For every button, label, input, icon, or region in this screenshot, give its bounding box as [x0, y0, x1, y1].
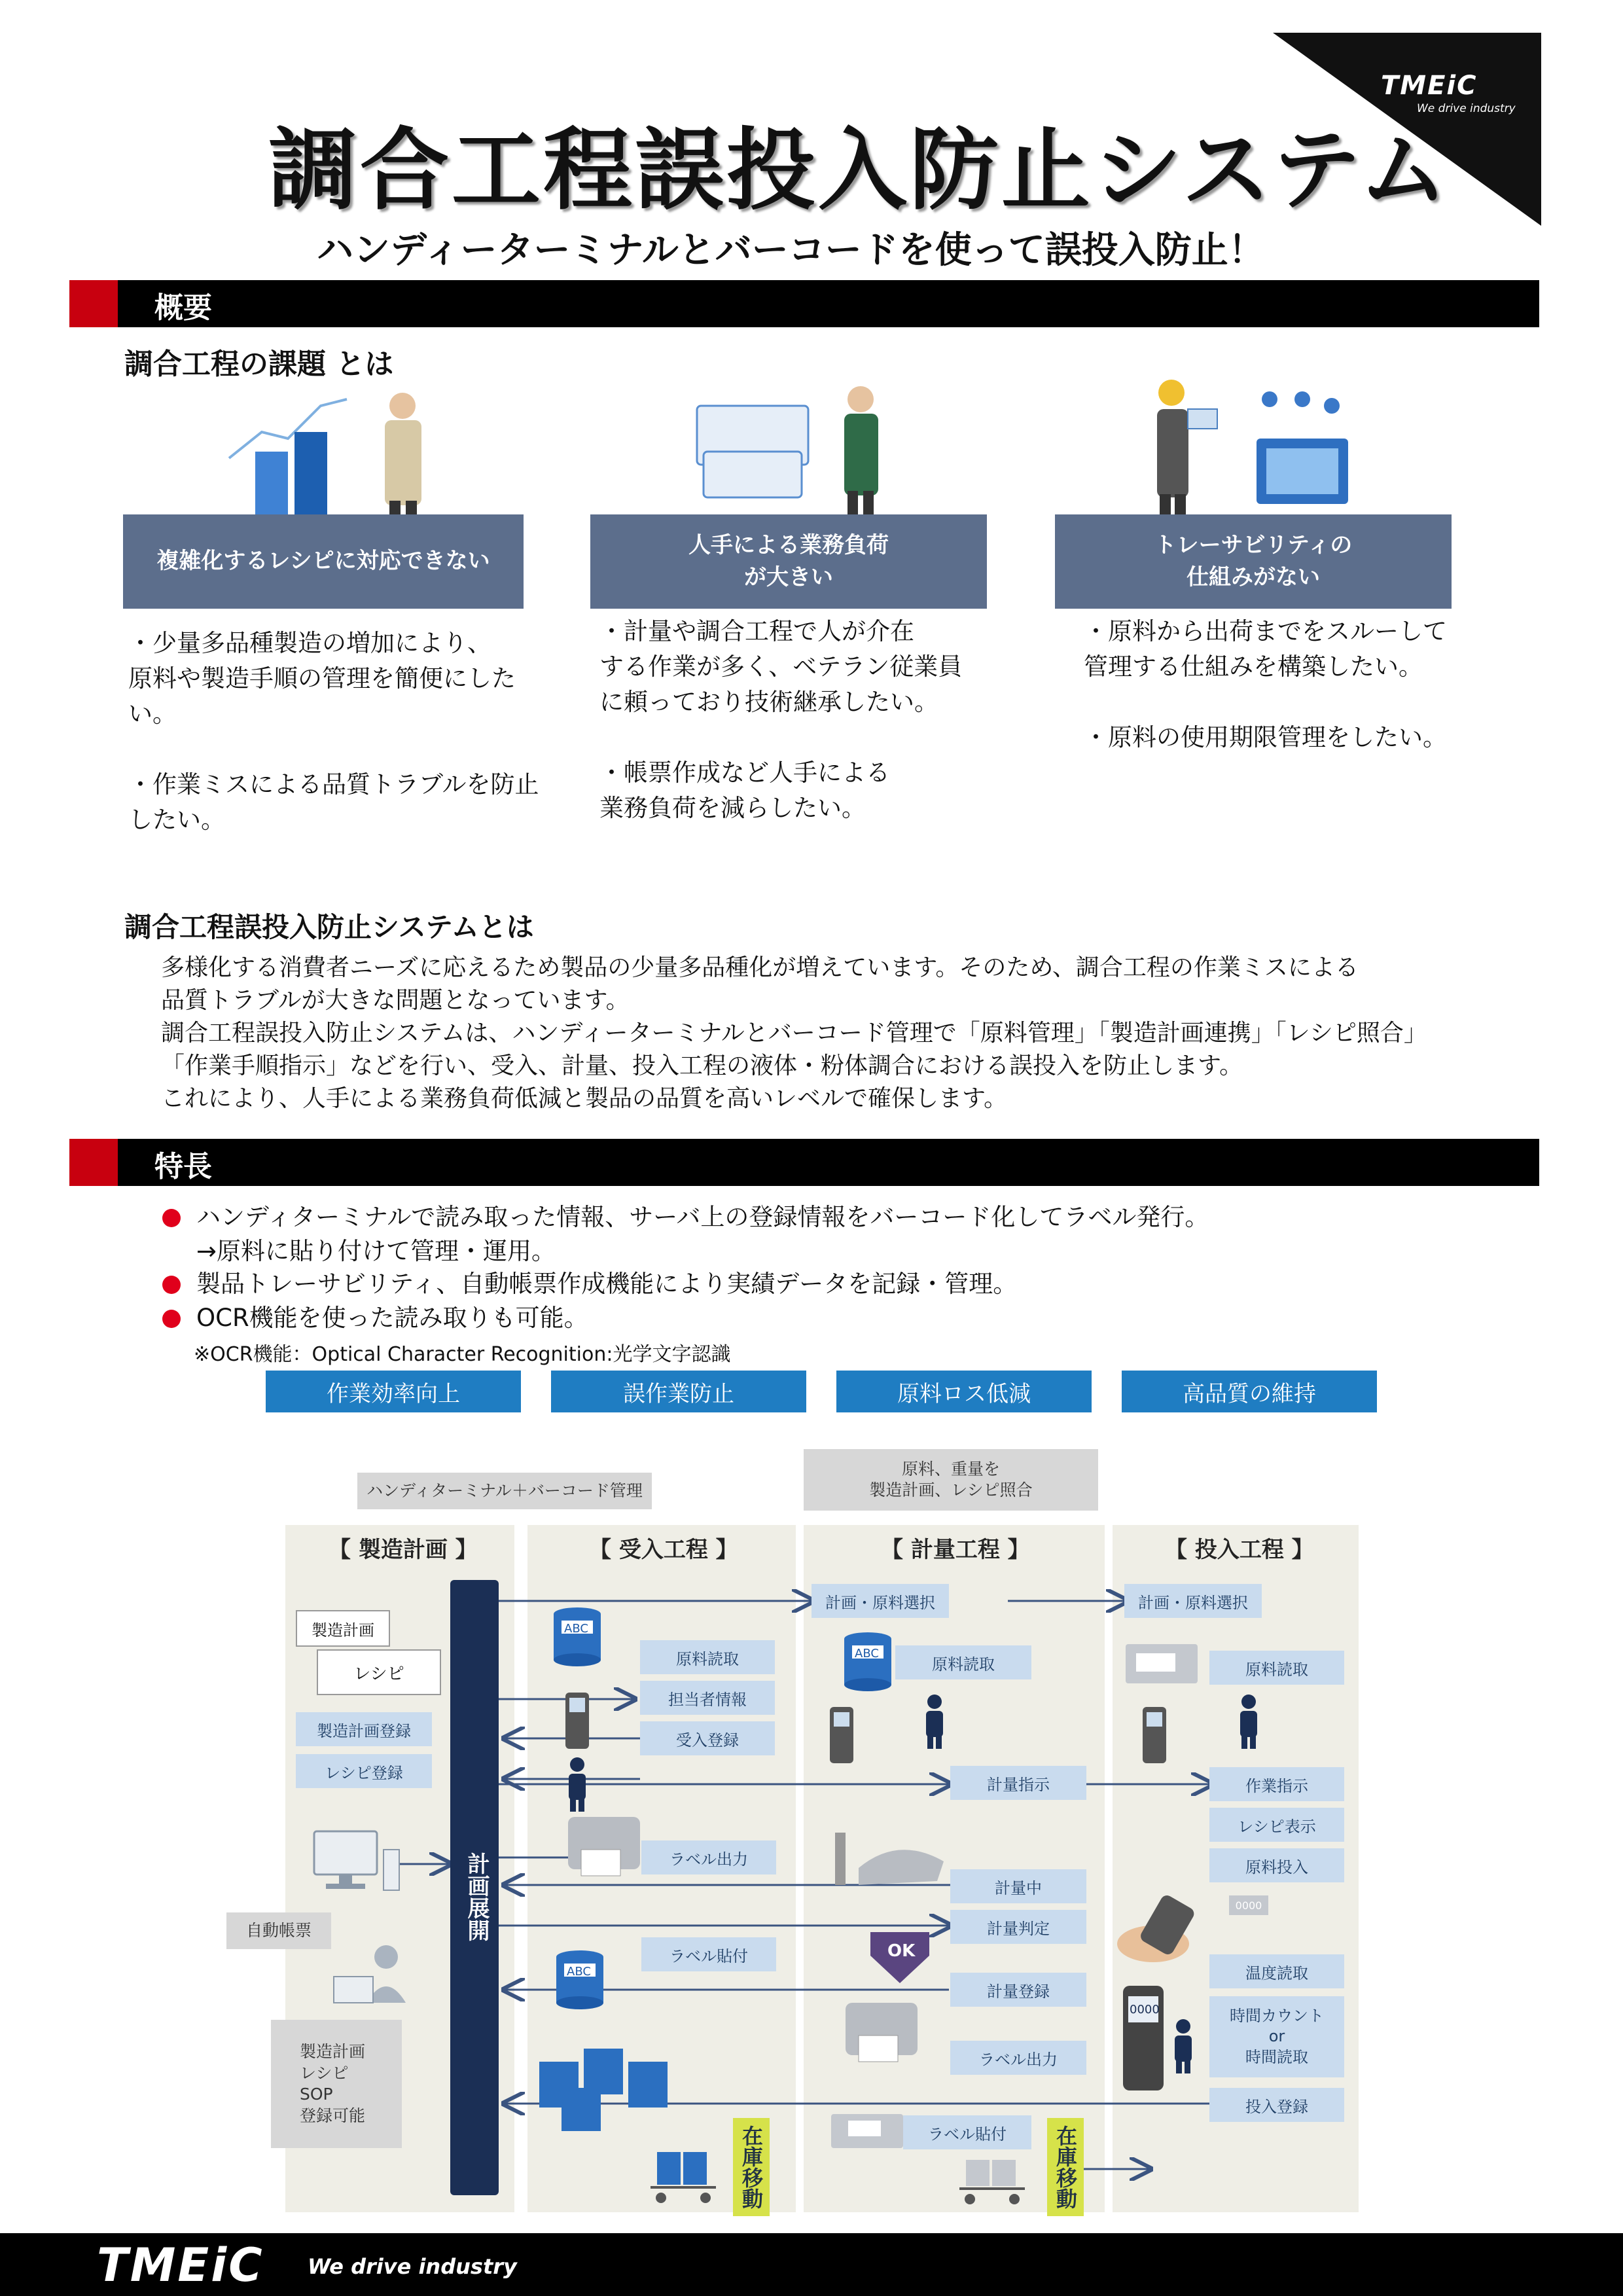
weigh-judge-status: 計量判定: [950, 1910, 1086, 1944]
overview-section-label: 概要: [154, 291, 212, 325]
features-section-bar: [69, 1139, 1539, 1186]
label-printer-icon: [562, 1810, 653, 1882]
weigh-register-button: 計量登録: [950, 1973, 1086, 2007]
challenge-label-complex-recipe: 複雑化するレシピに対応できない: [123, 514, 524, 609]
barcode-reader-icon: [1123, 1641, 1202, 1687]
bullet-dot: [162, 1209, 181, 1227]
weigh-stock-move: 在庫移動: [1047, 2118, 1084, 2216]
barrel-icon: [842, 1631, 894, 1696]
ocr-note: ※OCR機能：Optical Character Recognition:光学文字認識: [194, 1343, 731, 1366]
handy-terminal-icon: [829, 1706, 855, 1765]
challenge-text-complex-recipe: ・少量多品種製造の増加により、 原料や製造手順の管理を簡便にした い。 ・作業ミスによる品質トラブルを防止 したい。: [128, 629, 539, 834]
feature-bullet-1: ハンディターミナルで読み取った情報、サーバ上の登録情報をバーコード化してラベル発行。: [196, 1203, 1209, 1231]
office-worker-icon: [327, 1944, 419, 2009]
weighing-status: 計量中: [950, 1869, 1086, 1903]
input-register-button: 投入登録: [1209, 2088, 1344, 2122]
page-subtitle: ハンディーターミナルとバーコードを使って誤投入防止！: [317, 229, 1265, 272]
recipe-register-button: レシピ登録: [296, 1754, 432, 1788]
input-time-count: 時間カウント or 時間読取: [1209, 1996, 1344, 2077]
system-description: 多様化する消費者ニーズに応えるため製品の少量多品種化が増えています。そのため、調合工程の作業ミスによる 品質トラブルが大きな問題となっています。 調合工程誤投入防止システムは、ハンディーターミナルとバーコード管理で「原料管理」「製造計画連携」「レシピ照合」 「作業手順指示」などを行い、受入、計量、投入工程の液体・粉体調合における誤投入を防止します。 これにより、人手による業務負荷低減と製品の品質を高いレベルで確保します。: [161, 954, 1427, 1112]
small-container-icon: [829, 2111, 907, 2151]
barrel-label: ABC: [564, 1622, 588, 1636]
bullet-dot: [162, 1310, 181, 1328]
feature-bullet-1-cont: →原料に貼り付けて管理・運用。: [196, 1237, 556, 1265]
label-printer-icon: [839, 1996, 931, 2068]
labeled-barrel-icon: [554, 1949, 606, 2015]
handy-terminal-icon: [564, 1691, 590, 1750]
person-icon: [1170, 2018, 1196, 2073]
doc-recipe: レシピ: [317, 1649, 441, 1695]
register-note: 製造計画 レシピ SOP 登録可能: [271, 2020, 402, 2148]
barrel-icon: [551, 1606, 603, 1672]
input-material-input: 原料投入: [1209, 1848, 1344, 1882]
diagram-top-label-left: ハンディターミナル＋バーコード管理: [357, 1473, 652, 1509]
barrel-label: ABC: [855, 1647, 879, 1660]
badge-efficiency: 作業効率向上: [266, 1371, 521, 1412]
footer-tagline: We drive industry: [308, 2254, 517, 2279]
input-read-button: 原料読取: [1209, 1651, 1344, 1685]
footer-logo: TMEiC: [97, 2238, 264, 2292]
badge-quality: 高品質の維持: [1122, 1371, 1377, 1412]
column-heading-receive: 【 受入工程 】: [589, 1537, 738, 1563]
plan-deployment-label: 計画展開: [463, 1852, 490, 1941]
receive-person-button: 担当者情報: [640, 1681, 775, 1715]
challenge-text-traceability: ・原料から出荷までをスルーして 管理する仕組みを構築したい。 ・原料の使用期限管理をしたい。: [1084, 617, 1447, 751]
input-select-button: 計画・原料選択: [1124, 1584, 1262, 1618]
column-heading-plan: 【 製造計画 】: [329, 1537, 478, 1563]
receive-label-output: ラベル出力: [641, 1840, 776, 1874]
cart-icon: [953, 2153, 1031, 2206]
bullet-dot: [162, 1276, 181, 1294]
terminal-display: 0000: [1130, 2003, 1160, 2017]
temperature-display: 0000: [1229, 1895, 1268, 1915]
plan-register-button: 製造計画登録: [296, 1712, 432, 1746]
receive-stock-move: 在庫移動: [733, 2118, 770, 2216]
receive-read-button: 原料読取: [640, 1640, 775, 1674]
handheld-terminal-icon: [1120, 1983, 1166, 2094]
challenges-heading: 調合工程の課題 とは: [124, 348, 394, 381]
barrel-label: ABC: [567, 1965, 591, 1979]
page-title: 調合工程誤投入防止システム: [268, 119, 1451, 223]
auto-report-label: 自動帳票: [226, 1912, 331, 1949]
handy-terminal-icon: [1141, 1706, 1168, 1765]
challenge-text-workload: ・計量や調合工程で人が介在 する作業が多く、ベテラン従業員 に頼っており技術継承したい。 ・帳票作成など人手による 業務負荷を減らしたい。: [599, 617, 963, 822]
feature-bullet-3: OCR機能を使った読み取りも可能。: [196, 1304, 588, 1332]
person-icon: [564, 1757, 590, 1812]
doc-plan: 製造計画: [296, 1610, 390, 1647]
input-recipe-display: レシピ表示: [1209, 1808, 1344, 1842]
weigh-instruction-button: 計量指示: [950, 1766, 1086, 1800]
overview-section-bar: [69, 280, 1539, 327]
receive-label-attach: ラベル貼付: [641, 1937, 776, 1971]
receive-register-button: 受入登録: [640, 1721, 775, 1755]
column-heading-weigh: 【 計量工程 】: [881, 1537, 1030, 1563]
badge-loss-reduction: 原料ロス低減: [836, 1371, 1092, 1412]
weigh-label-output: ラベル出力: [950, 2041, 1086, 2075]
computer-icon: [313, 1830, 404, 1895]
challenge-label-traceability: トレーサビリティの 仕組みがない: [1055, 514, 1452, 609]
person-icon: [1236, 1694, 1262, 1749]
diagram-top-label-right: 原料、重量を 製造計画、レシピ照合: [804, 1449, 1098, 1511]
hand-scanner-icon: [1114, 1892, 1212, 1964]
weigh-label-attach: ラベル貼付: [903, 2115, 1031, 2149]
system-heading: 調合工程誤投入防止システムとは: [124, 911, 534, 943]
ok-label: OK: [887, 1941, 916, 1961]
input-temp-read: 温度読取: [1209, 1954, 1344, 1988]
challenge-label-workload: 人手による業務負荷 が大きい: [590, 514, 987, 609]
column-heading-input: 【 投入工程 】: [1165, 1537, 1314, 1563]
features-section-label: 特長: [154, 1150, 212, 1183]
corner-logo-text: TMEiC: [1381, 71, 1478, 101]
person-icon: [921, 1694, 948, 1749]
badge-error-prevention: 誤作業防止: [551, 1371, 806, 1412]
corner-logo-tagline: We drive industry: [1417, 102, 1516, 115]
stock-barrels-icon: [535, 2036, 679, 2134]
scale-icon: [826, 1822, 957, 1901]
weigh-read-button: 原料読取: [895, 1645, 1031, 1679]
input-work-instruction: 作業指示: [1209, 1767, 1344, 1801]
weigh-select-button: 計画・原料選択: [812, 1584, 949, 1618]
cart-icon: [644, 2145, 722, 2204]
feature-bullet-2: 製品トレーサビリティ、自動帳票作成機能により実績データを記録・管理。: [196, 1270, 1018, 1298]
